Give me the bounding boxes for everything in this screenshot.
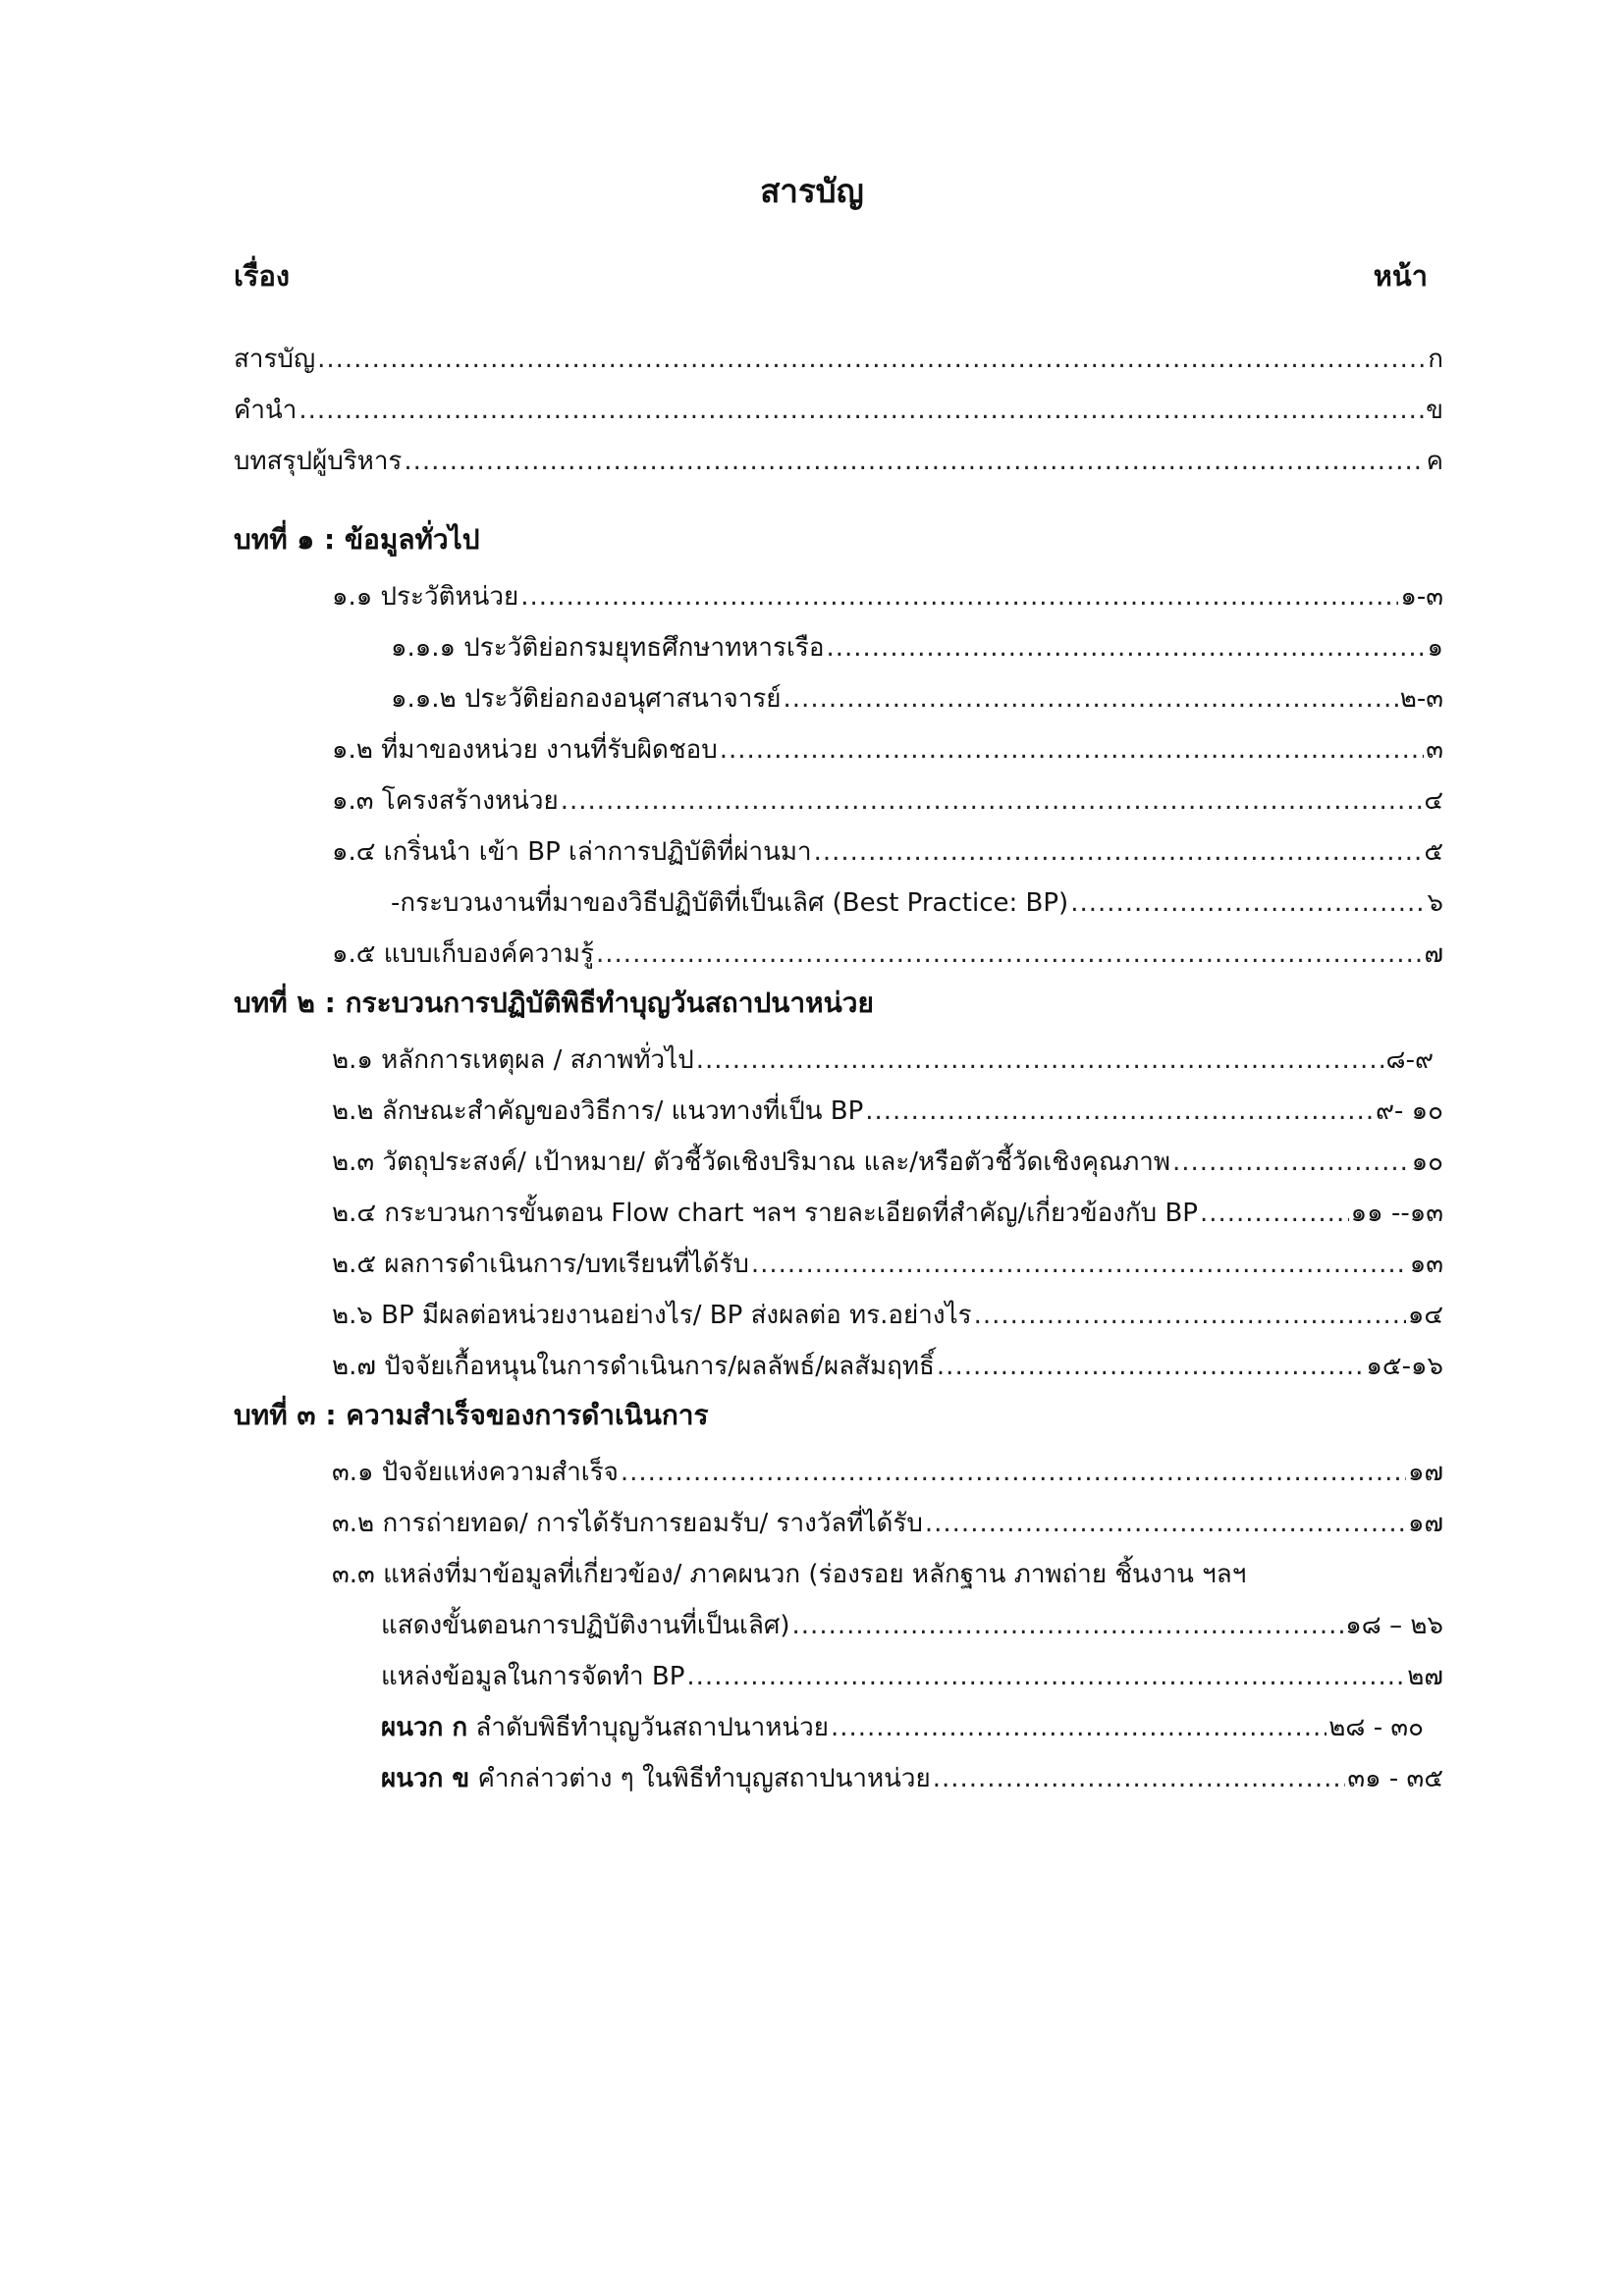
appendix-title: คำกล่าวต่าง ๆ ในพิธีทำบุญสถาปนาหน่วย	[469, 1764, 931, 1793]
toc-label	[381, 1708, 829, 1747]
toc-page-number: ๑๓	[1409, 1250, 1443, 1279]
toc-row	[381, 1708, 1424, 1747]
toc-label: ๑.๑.๒ ประวัติย่อกองอนุศาสนาจารย์	[391, 684, 782, 714]
toc-row	[391, 679, 1443, 719]
leader-dots	[826, 628, 1425, 667]
toc-row	[332, 1092, 1443, 1131]
toc-page-number: ข	[1426, 396, 1443, 425]
column-header-page: หน้า	[1373, 259, 1428, 293]
toc-label: -กระบวนงานที่มาของวิธีปฏิบัติที่เป็นเลิศ (Best Practice: BP)	[391, 888, 1069, 918]
toc-label	[381, 1759, 931, 1798]
appendix-title: ลำดับพิธีทำบุญวันสถาปนาหน่วย	[467, 1713, 829, 1742]
toc-label: บทสรุปผู้บริหาร	[234, 447, 403, 476]
toc-page-number: ๗	[1424, 939, 1443, 969]
toc-row	[391, 628, 1443, 667]
toc-label: ๒.๑ หลักการเหตุผล / สภาพทั่วไป	[332, 1045, 694, 1075]
leader-dots	[561, 781, 1423, 821]
toc-label: แหล่งข้อมูลในการจัดทำ BP	[381, 1662, 685, 1691]
leader-dots	[925, 1504, 1406, 1543]
leader-dots	[974, 1296, 1406, 1335]
leader-dots	[520, 577, 1398, 616]
toc-row	[332, 730, 1443, 770]
leader-dots	[621, 1453, 1406, 1492]
toc-page-number: ๒๗	[1407, 1662, 1443, 1691]
toc-page-number: ก	[1428, 345, 1443, 374]
leader-dots	[696, 1041, 1384, 1080]
toc-label: ๓.๑ ปัจจัยแห่งความสำเร็จ	[332, 1458, 619, 1487]
toc-row	[332, 1296, 1443, 1335]
toc-label: ๒.๖ BP มีผลต่อหน่วยงานอย่างไร/ BP ส่งผลต่อ ทร.อย่างไร	[332, 1301, 972, 1330]
toc-page-number: ๑๗	[1407, 1509, 1443, 1538]
toc-row	[332, 934, 1443, 974]
toc-label: ๒.๒ ลักษณะสำคัญของวิธีการ/ แนวทางที่เป็น BP	[332, 1096, 864, 1126]
toc-label: ๑.๔ เกริ่นนำ เข้า BP เล่าการปฏิบัติที่ผ่านมา	[332, 837, 812, 867]
toc-page-number: ๕	[1424, 837, 1443, 867]
leader-dots	[1070, 883, 1425, 923]
toc-row	[234, 340, 1443, 379]
leader-dots	[317, 340, 1426, 379]
toc-page-number: ๒-๓	[1399, 684, 1443, 714]
toc-page-number: ๓	[1426, 735, 1443, 765]
toc-page-number: ๑	[1427, 633, 1443, 663]
toc-row	[332, 832, 1443, 872]
leader-dots	[784, 679, 1398, 719]
chapter-heading: บทที่ ๑ : ข้อมูลทั่วไป	[234, 523, 480, 556]
toc-page-number: ๑๗	[1407, 1458, 1443, 1487]
leader-dots	[865, 1092, 1374, 1131]
toc-page-number: ๑๐	[1411, 1148, 1443, 1177]
toc-row	[332, 577, 1443, 616]
leader-dots	[937, 1347, 1365, 1386]
toc-label: ๓.๒ การถ่ายทอด/ การได้รับการยอมรับ/ รางวัลที่ได้รับ	[332, 1509, 923, 1538]
toc-label-continuation: ๓.๓ แหล่งที่มาข้อมูลที่เกี่ยวข้อง/ ภาคผนวก (ร่องรอย หลักฐาน ภาพถ่าย ชิ้นงาน ฯลฯ	[332, 1560, 1247, 1589]
toc-label: แสดงขั้นตอนการปฏิบัติงานที่เป็นเลิศ)	[381, 1611, 790, 1640]
leader-dots	[831, 1708, 1326, 1747]
toc-label: ๒.๗ ปัจจัยเกื้อหนุนในการดำเนินการ/ผลลัพธ์/ผลสัมฤทธิ์	[332, 1352, 935, 1381]
toc-row	[332, 1245, 1443, 1284]
leader-dots	[751, 1245, 1408, 1284]
appendix-prefix: ผนวก ก	[381, 1713, 468, 1742]
leader-dots	[298, 391, 1424, 430]
toc-row	[332, 1143, 1443, 1182]
leader-dots	[404, 442, 1424, 481]
page-title: สารบัญ	[760, 172, 864, 210]
toc-label: ๑.๕ แบบเก็บองค์ความรู้	[332, 939, 595, 969]
toc-label: ๒.๓ วัตถุประสงค์/ เป้าหมาย/ ตัวชี้วัดเชิงปริมาณ และ/หรือตัวชี้วัดเชิงคุณภาพ	[332, 1148, 1171, 1177]
toc-label: ๒.๕ ผลการดำเนินการ/บทเรียนที่ได้รับ	[332, 1250, 749, 1279]
leader-dots	[686, 1657, 1405, 1696]
column-header-subject: เรื่อง	[234, 259, 291, 293]
toc-row	[381, 1759, 1443, 1798]
toc-row	[391, 883, 1443, 923]
leader-dots	[814, 832, 1423, 872]
toc-page-number: ๑๘ – ๒๖	[1345, 1611, 1443, 1640]
leader-dots	[792, 1606, 1344, 1645]
toc-page-number: ค	[1426, 447, 1443, 476]
toc-page-number: ๓๑ - ๓๕	[1347, 1764, 1443, 1793]
leader-dots	[933, 1759, 1346, 1798]
toc-label: ๑.๓ โครงสร้างหน่วย	[332, 786, 559, 816]
toc-page-number: ๙- ๑๐	[1375, 1096, 1443, 1126]
toc-page-number: ๑๔	[1407, 1301, 1443, 1330]
leader-dots	[1200, 1194, 1349, 1233]
toc-row	[332, 1347, 1443, 1386]
chapter-heading: บทที่ ๒ : กระบวนการปฏิบัติพิธีทำบุญวันสถาปนาหน่วย	[234, 987, 874, 1019]
toc-row	[381, 1657, 1443, 1696]
toc-row	[234, 442, 1443, 481]
toc-row	[332, 781, 1443, 821]
toc-label: ๑.๒ ที่มาของหน่วย งานที่รับผิดชอบ	[332, 735, 718, 765]
toc-page-number: ๔	[1424, 786, 1443, 816]
appendix-prefix: ผนวก ข	[381, 1764, 470, 1793]
toc-row	[381, 1606, 1443, 1645]
toc-page-number: ๖	[1427, 888, 1443, 918]
leader-dots	[720, 730, 1425, 770]
toc-row	[332, 1504, 1443, 1543]
leader-dots	[596, 934, 1422, 974]
toc-label: ๑.๑ ประวัติหน่วย	[332, 582, 519, 612]
toc-row	[234, 391, 1443, 430]
toc-label: สารบัญ	[234, 345, 316, 374]
toc-label: คำนำ	[234, 396, 298, 425]
toc-label: ๒.๔ กระบวนการขั้นตอน Flow chart ฯลฯ รายละเอียดที่สำคัญ/เกี่ยวข้องกับ BP	[332, 1199, 1198, 1228]
toc-label: ๑.๑.๑ ประวัติย่อกรมยุทธศึกษาทหารเรือ	[391, 633, 825, 663]
toc-row	[332, 1194, 1443, 1233]
toc-page-number: ๑๑ --๑๓	[1350, 1199, 1443, 1228]
toc-row	[332, 1453, 1443, 1492]
leader-dots	[1172, 1143, 1410, 1182]
toc-page-number: ๘-๙	[1385, 1045, 1434, 1075]
toc-page-number: ๑๕-๑๖	[1366, 1352, 1443, 1381]
toc-page-number: ๑-๓	[1400, 582, 1443, 612]
toc-page-number: ๒๘ - ๓๐	[1328, 1713, 1424, 1742]
chapter-heading: บทที่ ๓ : ความสำเร็จของการดำเนินการ	[234, 1399, 709, 1431]
toc-row	[332, 1041, 1434, 1080]
